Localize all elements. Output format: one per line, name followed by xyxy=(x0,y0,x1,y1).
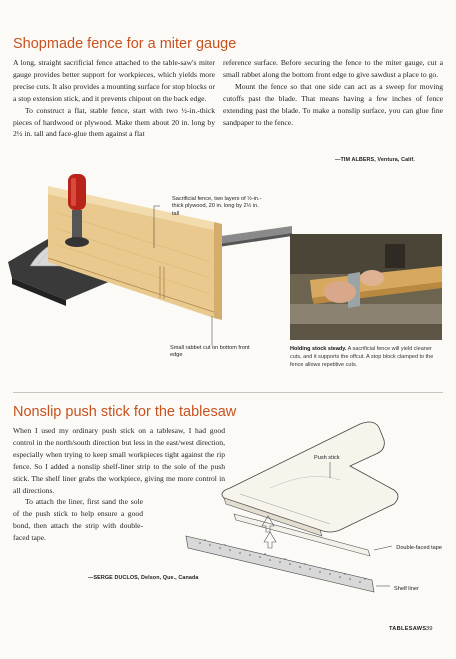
byline-tim-albers: —TIM ALBERS, Ventura, Calif. xyxy=(335,157,415,163)
miter-fence-paragraph-4: Mount the fence so that one side can act as a sweep for moving cutoffs past the blade. That means having a few inches of fence extending past the blade. To make a nonslip surface, you can glue fine sandpaper to the fence. xyxy=(223,81,443,127)
holding-stock-photo xyxy=(290,234,442,340)
page-number: 39 xyxy=(426,626,433,632)
section-title-miter-fence: Shopmade fence for a miter gauge xyxy=(13,36,237,52)
footer-section-label: TABLESAWS xyxy=(389,626,427,632)
miter-fence-paragraph-3: reference surface. Before securing the fence to the miter gauge, cut a small rabbet along the bottom front edge to give sawdust a place to go. xyxy=(223,58,443,79)
photo-caption-body: A sacrificial fence will yield cleaner cuts, and it supports the offcut. A stop block clamped to the fence allows repetitive cuts. xyxy=(290,346,434,368)
section-title-push-stick: Nonslip push stick for the tablesaw xyxy=(13,404,237,420)
callout-double-faced-tape: Double-faced tape xyxy=(396,545,442,551)
callout-sacrificial-fence: Sacrificial fence, two layers of ½-in.-thick plywood, 20 in. long by 2½ in. tall xyxy=(172,196,262,217)
byline-serge-duclos: —SERGE DUCLOS, Delson, Que., Canada xyxy=(88,575,199,581)
miter-fence-paragraph-1: A long, straight sacrificial fence attached to the table-saw's miter gauge provides better support for workpieces, which yields more precise cuts. It also provides a mounting surface for stop blocks or a stop extension stick, and it prevents chipout on the back edge. xyxy=(13,58,215,103)
push-stick-paragraph-1: When I used my ordinary push stick on a tablesaw, I had good control in the north/south direction but less in the east/west direction, especially when trying to keep small workpieces tight against the rip fence. So I added a nonslip shelf-liner strip to the sole of the push stick. The shelf liner grabs the workpiece, giving me more control in all directions. xyxy=(13,426,225,495)
push-stick-illustration xyxy=(180,400,440,600)
callout-shelf-liner: Shelf liner xyxy=(394,586,419,592)
push-stick-paragraph-2: To attach the liner, first sand the sole of the push stick to help ensure a good bond, then attach the strip with double-faced tape. xyxy=(13,497,143,543)
callout-push-stick: Push stick xyxy=(314,455,340,461)
miter-fence-column-1 xyxy=(13,57,215,140)
miter-gauge-illustration xyxy=(0,166,300,356)
miter-fence-paragraph-2: To construct a flat, stable fence, start with two ½-in.-thick pieces of hardwood or plywood. Make them about 20 in. long by 2½ in. tall and face-glue them against a flat xyxy=(13,105,215,139)
callout-small-rabbet: Small rabbet cut on bottom front edge xyxy=(170,345,250,359)
section-divider xyxy=(13,392,443,393)
photo-caption-lead: Holding stock steady. xyxy=(290,346,347,352)
miter-fence-column-2 xyxy=(223,57,443,128)
photo-caption xyxy=(290,345,444,369)
